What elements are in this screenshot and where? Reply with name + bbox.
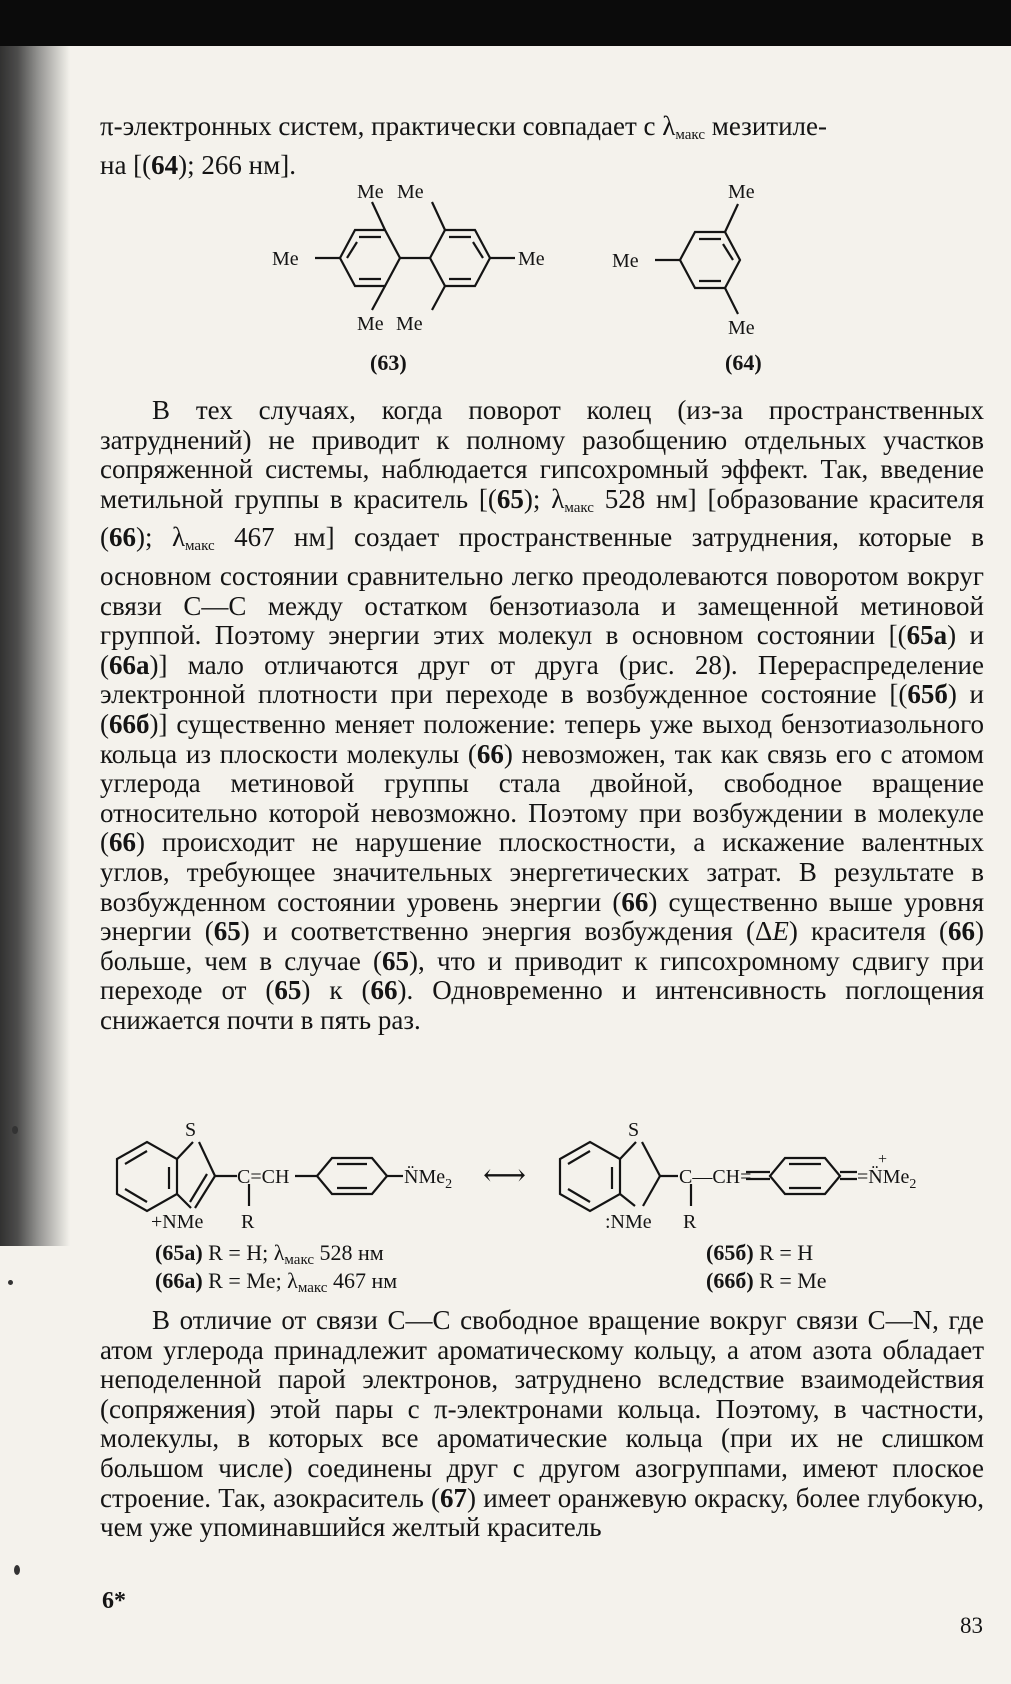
compound-number-63: (63) xyxy=(370,350,407,375)
benzene-ring xyxy=(680,232,740,288)
label-65b: (65б) R = H xyxy=(706,1240,814,1265)
plus-charge-label: + xyxy=(878,1151,888,1168)
resonance-arrow: ⟷ xyxy=(483,1159,527,1192)
scan-speck xyxy=(14,1565,20,1575)
scan-binding-shadow xyxy=(0,46,70,1246)
methyl-label: Me xyxy=(518,248,545,270)
scan-speck xyxy=(8,1280,13,1285)
nme-lone-pair-label: :NMe xyxy=(605,1211,652,1233)
benzene-ring xyxy=(340,230,400,286)
sulfur-label: S xyxy=(185,1119,197,1141)
sulfur-label: S xyxy=(628,1119,640,1141)
nme2-label: $N̈Me_2$ xyxy=(404,1166,453,1192)
methyl-label: Me xyxy=(357,313,384,335)
label-66b: (66б) R = Me xyxy=(706,1268,827,1293)
scan-speck xyxy=(12,1126,18,1134)
methine-chain-label: C—CH= xyxy=(679,1166,752,1188)
methyl-label: Me xyxy=(612,250,639,272)
methyl-label: Me xyxy=(397,181,424,203)
methyl-label: Me xyxy=(396,313,423,335)
r-substituent: R xyxy=(241,1211,255,1233)
paragraph-hypsochromic: В тех случаях, когда поворот колец (из-за пространственных затруднений) не приводит к полному разобщению отдельных участков сопряженной системы, наблюдается гипсохромный эффект. Так, введение метильной группы в краситель [(65); $\lambda_{макс}$ 528 нм] [образование красителя (66); $\lambda_{макс}$ 467 нм] создает пространственные затруднения, которые в основном состоянии сравнительно легко преодолеваются поворотом вокруг связи С—С между остатком бензотиазола и замещенной метиновой группой. Поэтому энергии этих молекул в основном состоянии [(65а) и (66а)] мало отличаются друг от друга (рис. 28). Перераспределение электронной плотности при переходе в возбужденное состояние [(65б) и (66б)] существенно меняет положение: теперь уже выход бензотиазольного кольца из плоскости молекулы (66) невозможен, так как связь его с атомом углерода метиновой группы стала двойной, свободное вращение относительно которой невозможно. Поэтому при возбуждении в молекуле (66) происходит не нарушение плоскостности, а искажение валентных углов, требующее значительных энергетических затрат. В результате в возбужденном состоянии уровень энергии (66) существенно выше уровня энергии (65) и соответственно энергия возбуждения (ΔE) красителя (66) больше, чем в случае (65), что и приводит к гипсохромному сдвигу при переходе от (65) к (66). Одновременно и интенсивность поглощения снижается почти в пять раз. xyxy=(100,395,984,1035)
paragraph-intro: π-электронных систем, практически совпадает с $\lambda_{макс}$ мезитиле- на [(64); 266 нм]. xyxy=(100,111,827,180)
iminium-label: $=N̈Me_2$ xyxy=(857,1166,917,1192)
compound-number-64: (64) xyxy=(725,350,762,375)
methyl-label: Me xyxy=(357,181,384,203)
structures-63-64 xyxy=(260,180,840,390)
signature-mark: 6* xyxy=(102,1588,126,1614)
label-66a: (66а) R = Me; $\lambda_{макс}$ 467 нм xyxy=(155,1268,398,1296)
vinylene-label: C=CH xyxy=(237,1166,290,1188)
scan-top-border xyxy=(0,0,1011,46)
label-65a: (65а) R = H; $\lambda_{макс}$ 528 нм xyxy=(155,1240,384,1268)
paragraph-cn-rotation: В отличие от связи С—С свободное вращение вокруг связи C—N, где атом углерода принадлежит ароматическому кольцу, а атом азота обладает неподеленной парой электронов, затруднено вследствие взаимодействия (сопряжения) этой пары с π-электронами кольца. Поэтому, в частности, молекулы, в которых все ароматические кольца (при их не слишком большом числе) соединены друг с другом азогруппами, имеют плоское строение. Так, азокраситель (67) имеет оранжевую окраску, более глубокую, чем уже упоминавшийся желтый краситель xyxy=(100,1305,984,1543)
methyl-label: Me xyxy=(728,317,755,339)
structures-65-66-resonance xyxy=(95,1112,1000,1244)
methyl-label: Me xyxy=(272,248,299,270)
r-substituent: R xyxy=(683,1211,697,1233)
nme-plus-label: +NMe xyxy=(151,1211,204,1233)
page-number: 83 xyxy=(960,1613,983,1638)
benzene-ring xyxy=(430,230,490,286)
methyl-label: Me xyxy=(728,181,755,203)
